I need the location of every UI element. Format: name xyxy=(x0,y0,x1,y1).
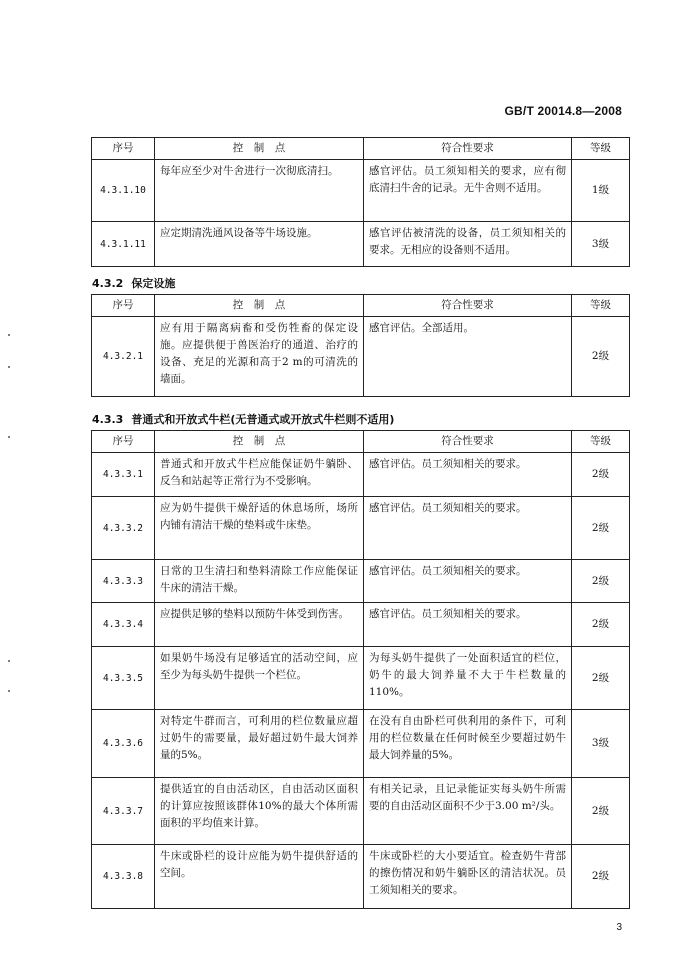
row-no: 4.3.3.7 xyxy=(92,778,155,845)
control-table-4-3-2 xyxy=(91,294,630,397)
header-no: 序号 xyxy=(92,295,155,317)
table-row xyxy=(92,778,630,845)
scan-mark xyxy=(8,366,10,368)
row-control-point: 普通式和开放式牛栏应能保证奶牛躺卧、反刍和站起等正常行为不受影响。 xyxy=(155,453,364,497)
row-compliance: 感官评估。员工须知相关的要求。 xyxy=(364,453,572,497)
row-no: 4.3.3.6 xyxy=(92,710,155,778)
table-header-row xyxy=(92,431,630,453)
header-control-point: 控 制 点 xyxy=(155,295,364,317)
row-compliance: 感官评估。全部适用。 xyxy=(364,317,572,397)
section-heading-4-3-3 xyxy=(92,411,394,427)
row-control-point: 每年应至少对牛舍进行一次彻底清扫。 xyxy=(155,160,364,222)
row-control-point: 牛床或卧栏的设计应能为奶牛提供舒适的空间。 xyxy=(155,845,364,909)
table-header-row xyxy=(92,295,630,317)
header-control-point: 控 制 点 xyxy=(155,431,364,453)
row-no: 4.3.3.3 xyxy=(92,560,155,603)
section-title: 保定设施 xyxy=(131,277,176,290)
row-control-point: 对特定牛群而言，可利用的栏位数量应超过奶牛的需要量，最好超过奶牛最大饲养量的5%。 xyxy=(155,710,364,778)
table-row xyxy=(92,603,630,647)
row-compliance: 有相关记录，且记录能证实每头奶牛所需要的自由活动区面积不少于3.00 m²/头。 xyxy=(364,778,572,845)
row-compliance: 感官评估。员工须知相关的要求。 xyxy=(364,497,572,560)
table-row xyxy=(92,845,630,909)
row-level: 1级 xyxy=(572,160,630,222)
header-level: 等级 xyxy=(572,138,630,160)
header-control-point: 控 制 点 xyxy=(155,138,364,160)
table-row xyxy=(92,710,630,778)
row-no: 4.3.3.2 xyxy=(92,497,155,560)
row-control-point: 应为奶牛提供干燥舒适的休息场所，场所内铺有清洁干燥的垫料或牛床垫。 xyxy=(155,497,364,560)
row-level: 2级 xyxy=(572,778,630,845)
section-number: 4.3.3 xyxy=(92,413,124,426)
section-number: 4.3.2 xyxy=(92,277,124,290)
row-compliance: 感官评估。员工须知相关的要求。 xyxy=(364,603,572,647)
table-row xyxy=(92,160,630,222)
row-level: 2级 xyxy=(572,603,630,647)
row-no: 4.3.3.4 xyxy=(92,603,155,647)
scan-mark xyxy=(8,690,10,692)
row-compliance: 感官评估被清洗的设备，员工须知相关的要求。无相应的设备则不适用。 xyxy=(364,222,572,267)
header-level: 等级 xyxy=(572,431,630,453)
table-row xyxy=(92,560,630,603)
table-row xyxy=(92,647,630,710)
header-compliance: 符合性要求 xyxy=(364,138,572,160)
row-control-point: 日常的卫生清扫和垫料清除工作应能保证牛床的清洁干燥。 xyxy=(155,560,364,603)
row-control-point: 如果奶牛场没有足够适宜的活动空间，应至少为每头奶牛提供一个栏位。 xyxy=(155,647,364,710)
row-level: 2级 xyxy=(572,317,630,397)
standard-code: GB/T 20014.8—2008 xyxy=(504,104,622,118)
table-row xyxy=(92,497,630,560)
control-table-4-3-1 xyxy=(91,137,630,267)
row-level: 3级 xyxy=(572,710,630,778)
table-row xyxy=(92,453,630,497)
row-compliance: 为每头奶牛提供了一处面积适宜的栏位，奶牛的最大饲养量不大于牛栏数量的110%。 xyxy=(364,647,572,710)
row-level: 2级 xyxy=(572,845,630,909)
row-no: 4.3.1.10 xyxy=(92,160,155,222)
row-compliance: 在没有自由卧栏可供利用的条件下，可利用的栏位数量在任何时候至少要超过奶牛最大饲养量的5%。 xyxy=(364,710,572,778)
row-control-point: 提供适宜的自由活动区，自由活动区面积的计算应按照该群体10%的最大个体所需面积的平均值来计算。 xyxy=(155,778,364,845)
table-header-row xyxy=(92,138,630,160)
row-level: 2级 xyxy=(572,497,630,560)
header-no: 序号 xyxy=(92,431,155,453)
row-no: 4.3.2.1 xyxy=(92,317,155,397)
row-level: 2级 xyxy=(572,560,630,603)
page-number: 3 xyxy=(616,922,622,933)
row-no: 4.3.3.8 xyxy=(92,845,155,909)
row-compliance: 感官评估。员工须知相关的要求。 xyxy=(364,560,572,603)
table-row xyxy=(92,317,630,397)
scan-mark xyxy=(8,660,10,662)
section-heading-4-3-2 xyxy=(92,275,175,291)
row-no: 4.3.3.5 xyxy=(92,647,155,710)
control-table-4-3-3 xyxy=(91,430,630,909)
row-level: 2级 xyxy=(572,647,630,710)
scan-mark xyxy=(8,436,10,438)
row-level: 2级 xyxy=(572,453,630,497)
row-level: 3级 xyxy=(572,222,630,267)
row-control-point: 应提供足够的垫料以预防牛体受到伤害。 xyxy=(155,603,364,647)
scan-mark xyxy=(8,334,10,336)
header-no: 序号 xyxy=(92,138,155,160)
header-compliance: 符合性要求 xyxy=(364,431,572,453)
table-row xyxy=(92,222,630,267)
row-compliance: 牛床或卧栏的大小要适宜。检查奶牛背部的擦伤情况和奶牛躺卧区的清洁状况。员工须知相关的要求。 xyxy=(364,845,572,909)
header-compliance: 符合性要求 xyxy=(364,295,572,317)
row-control-point: 应有用于隔离病畜和受伤牲畜的保定设施。应提供便于兽医治疗的通道、治疗的设备、充足的光源和高于2 m的可清洗的墙面。 xyxy=(155,317,364,397)
row-control-point: 应定期清洗通风设备等牛场设施。 xyxy=(155,222,364,267)
row-no: 4.3.1.11 xyxy=(92,222,155,267)
header-level: 等级 xyxy=(572,295,630,317)
row-compliance: 感官评估。员工须知相关的要求，应有彻底清扫牛舍的记录。无牛舍则不适用。 xyxy=(364,160,572,222)
section-title: 普通式和开放式牛栏(无普通式或开放式牛栏则不适用) xyxy=(131,413,395,426)
row-no: 4.3.3.1 xyxy=(92,453,155,497)
